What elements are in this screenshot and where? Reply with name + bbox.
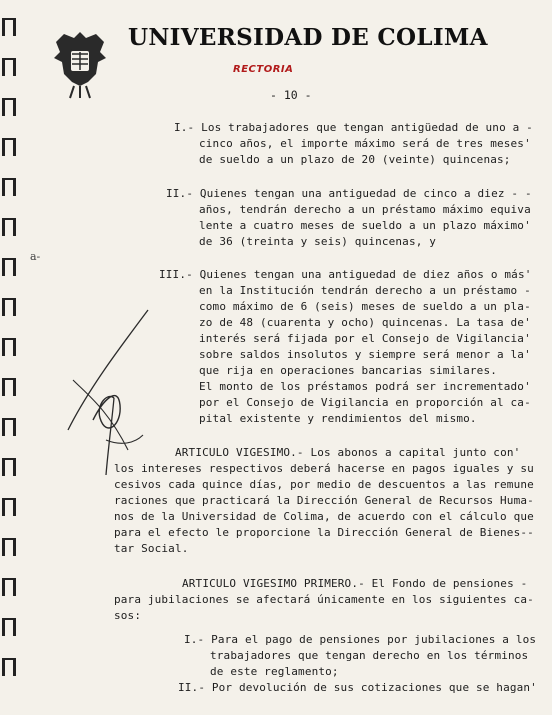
university-crest-icon: [52, 28, 108, 100]
binding-mark: [2, 498, 16, 516]
text-line: de sueldo a un plazo de 20 (veinte) quincenas;: [199, 153, 511, 166]
text-line: de este reglamento;: [210, 665, 339, 678]
binding-mark: [2, 138, 16, 156]
binding-mark: [2, 58, 16, 76]
binding-mark: [2, 298, 16, 316]
text-line: trabajadores que tengan derecho en los términos: [210, 649, 529, 662]
text-line: nos de la Universidad de Colima, de acuerdo con el cálculo que: [114, 510, 534, 523]
text-line: como máximo de 6 (seis) meses de sueldo a un pla-: [199, 300, 531, 313]
institution-title: UNIVERSIDAD DE COLIMA: [128, 24, 488, 51]
binding-edge-marks: [0, 0, 22, 715]
text-line: cesivos cada quince días, por medio de descuentos a las remune: [114, 478, 534, 491]
binding-mark: [2, 658, 16, 676]
binding-mark: [2, 218, 16, 236]
text-line: de 36 (treinta y seis) quincenas, y: [199, 235, 437, 248]
binding-mark: [2, 378, 16, 396]
text-line: para el efecto le proporcione la Dirección General de Bienes--: [114, 526, 534, 539]
margin-note: a-: [30, 250, 41, 263]
binding-mark: [2, 578, 16, 596]
text-line: los intereses respectivos deberá hacerse en pagos iguales y su: [114, 462, 534, 475]
text-line: en la Institución tendrán derecho a un préstamo -: [199, 284, 531, 297]
text-line: zo de 48 (cuarenta y ocho) quincenas. La tasa de': [199, 316, 531, 329]
binding-mark: [2, 258, 16, 276]
text-line: ARTICULO VIGESIMO.- Los abonos a capital junto con': [175, 446, 521, 459]
binding-mark: [2, 418, 16, 436]
handwritten-signature: [48, 300, 178, 480]
text-line: III.- Quienes tengan una antiguedad de diez años o más': [159, 268, 532, 281]
text-line: sobre saldos insolutos y siempre será menor a la': [199, 348, 531, 361]
binding-mark: [2, 538, 16, 556]
text-line: cinco años, el importe máximo será de tres meses': [199, 137, 531, 150]
text-line: II.- Quienes tengan una antiguedad de cinco a diez - -: [166, 187, 532, 200]
binding-mark: [2, 18, 16, 36]
text-line: pital existente y rendimientos del mismo.: [199, 412, 477, 425]
text-line: II.- Por devolución de sus cotizaciones que se hagan': [178, 681, 537, 694]
text-line: interés será fijada por el Consejo de Vigilancia': [199, 332, 531, 345]
text-line: lente a cuatro meses de sueldo a un plazo máximo': [199, 219, 531, 232]
text-line: para jubilaciones se afectará únicamente en los siguientes ca-: [114, 593, 534, 606]
text-line: I.- Para el pago de pensiones por jubilaciones a los: [184, 633, 537, 646]
office-subtitle: RECTORIA: [233, 64, 294, 75]
binding-mark: [2, 178, 16, 196]
text-line: tar Social.: [114, 542, 189, 555]
text-line: I.- Los trabajadores que tengan antigüedad de uno a -: [174, 121, 533, 134]
text-line: años, tendrán derecho a un préstamo máximo equiva: [199, 203, 531, 216]
text-line: sos:: [114, 609, 142, 622]
text-line: El monto de los préstamos podrá ser incrementado': [199, 380, 531, 393]
binding-mark: [2, 618, 16, 636]
text-line: por el Consejo de Vigilancia en proporción al ca-: [199, 396, 531, 409]
binding-mark: [2, 338, 16, 356]
binding-mark: [2, 98, 16, 116]
text-line: raciones que practicará la Dirección General de Recursos Huma-: [114, 494, 534, 507]
text-line: ARTICULO VIGESIMO PRIMERO.- El Fondo de pensiones -: [182, 577, 528, 590]
text-line: que rija en operaciones bancarias similares.: [199, 364, 497, 377]
page-number: - 10 -: [270, 88, 312, 102]
binding-mark: [2, 458, 16, 476]
